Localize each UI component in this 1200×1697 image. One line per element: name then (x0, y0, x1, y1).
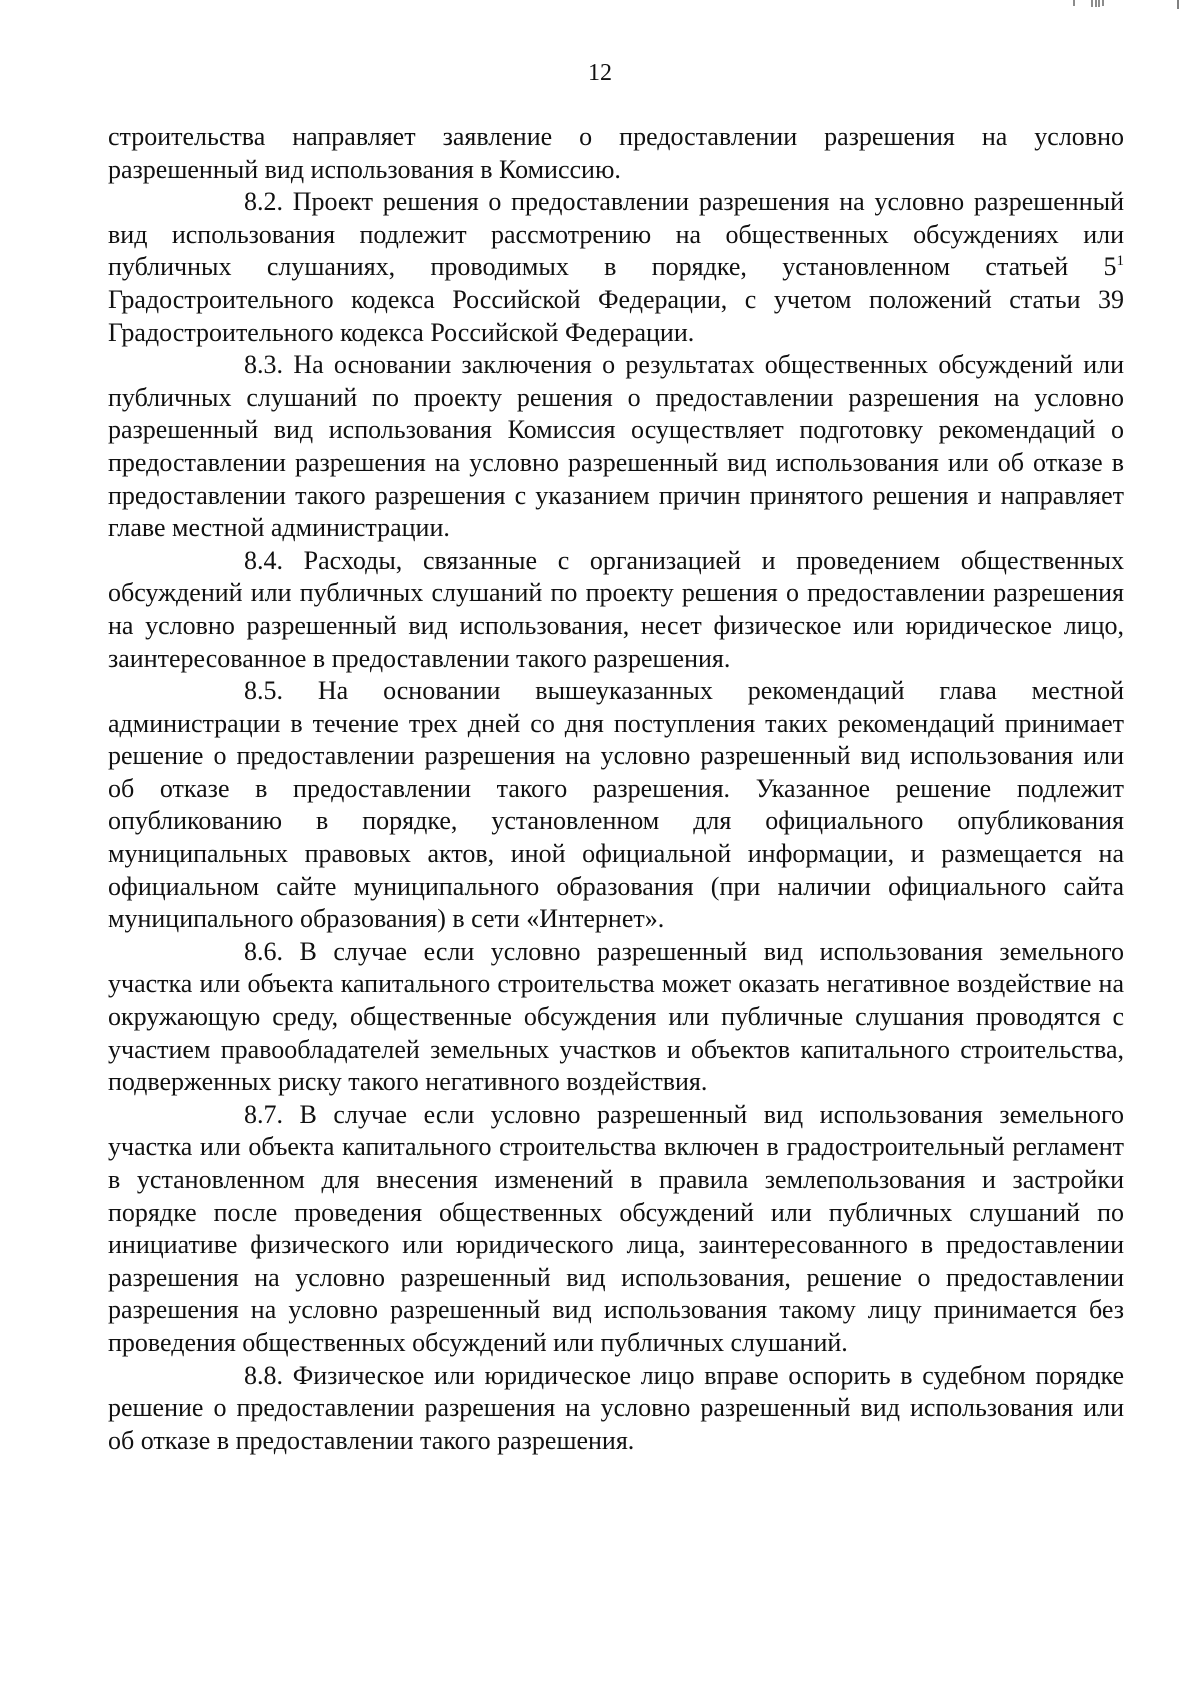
paragraph-continuation (108, 121, 1124, 186)
paragraph-text: Проект решения о предоставлении разрешения на условно разрешенный вид использования подлежит рассмотрению на общественных обсуждениях или публичных слушаниях, проводимых в порядке, установленном статьей 5 (108, 187, 1125, 282)
paragraph-number: 8.7. (244, 1099, 283, 1129)
paragraph-text-continued: Градостроительного кодекса Российской Федерации, с учетом положений статьи 39 Градостроительного кодекса Российской Федерации. (108, 284, 1124, 347)
document-body (108, 121, 1124, 1457)
paragraph-8-3 (108, 349, 1124, 545)
paragraph-number: 8.2. (244, 187, 283, 217)
paragraph-8-2 (108, 186, 1124, 349)
paragraph-8-6 (108, 936, 1124, 1099)
paragraph-number: 8.8. (244, 1360, 283, 1390)
paragraph-number: 8.5. (244, 676, 283, 706)
paragraph-number: 8.6. (244, 936, 283, 966)
paragraph-text: Физическое или юридическое лицо вправе оспорить в судебном порядке решение о предоставлении разрешения на условно разрешенный вид использования или об отказе в предоставлении такого разрешения. (108, 1360, 1125, 1455)
page-number: 12 (588, 60, 612, 86)
paragraph-8-8 (108, 1360, 1124, 1458)
paragraph-text: В случае если условно разрешенный вид использования земельного участка или объекта капитального строительства может оказать негативное воздействие на окружающую среду, общественные обсуждения или публичные слушания проводятся с участием правообладателей земельных участков и объектов капитального строительства, подверженных риску такого негативного воздействия. (108, 936, 1124, 1097)
paragraph-number: 8.3. (244, 350, 283, 380)
paragraph-text: В случае если условно разрешенный вид использования земельного участка или объекта капитального строительства включен в градостроительный регламент в установленном для внесения изменений в правила землепользования и застройки порядке после проведения общественных обсуждений или публичных слушаний по инициативе физического или юридического лица, заинтересованного в предоставлении разрешения на условно разрешенный вид использования, решение о предоставлении разрешения на условно разрешенный вид использования такому лицу принимается без проведения общественных обсуждений или публичных слушаний. (108, 1099, 1124, 1357)
paragraph-8-5 (108, 675, 1124, 936)
superscript: 1 (1116, 253, 1124, 270)
paragraph-number: 8.4. (244, 545, 283, 575)
paragraph-8-4 (108, 545, 1124, 675)
paragraph-text: строительства направляет заявление о предоставлении разрешения на условно разрешенный вид использования в Комиссию. (108, 122, 1124, 184)
paragraph-8-7 (108, 1099, 1124, 1360)
paragraph-text: Расходы, связанные с организацией и проведением общественных обсуждений или публичных слушаний по проекту решения о предоставлении разрешения на условно разрешенный вид использования, несет физическое или юридическое лицо, заинтересованное в предоставлении такого разрешения. (108, 545, 1124, 673)
paragraph-text: На основании заключения о результатах общественных обсуждений или публичных слушаний по проекту решения о предоставлении разрешения на условно разрешенный вид использования Комиссия осуществляет подготовку рекомендаций о предоставлении разрешения на условно разрешенный вид использования или об отказе в предоставлении такого разрешения с указанием причин принятого решения и направляет главе местной администрации. (108, 350, 1124, 543)
paragraph-text: На основании вышеуказанных рекомендаций глава местной администрации в течение трех дней со дня поступления таких рекомендаций принимает решение о предоставлении разрешения на условно разрешенный вид использования или об отказе в предоставлении такого разрешения. Указанное решение подлежит опубликованию в порядке, установленном для официального опубликования муниципальных правовых актов, иной официальной информации, и размещается на официальном сайте муниципального образования (при наличии официального сайта муниципального образования) в сети «Интернет». (108, 676, 1124, 934)
scan-edge-marks (1072, 0, 1182, 14)
